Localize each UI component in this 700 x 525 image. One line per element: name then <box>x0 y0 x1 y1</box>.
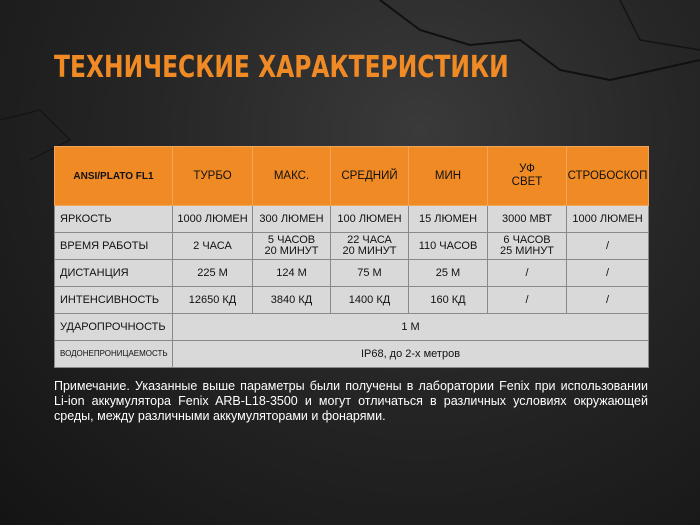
cell-intensity-min: 160 КД <box>409 287 488 314</box>
header-standard: ANSI/PLATO FL1 <box>55 147 173 206</box>
table-row <box>55 287 649 314</box>
header-uv: УФ СВЕТ <box>488 147 567 206</box>
cell-intensity-strobe: / <box>567 287 649 314</box>
cell-runtime-strobe: / <box>567 233 649 260</box>
cell-brightness-medium: 100 ЛЮМЕН <box>331 206 409 233</box>
specs-table <box>54 146 649 368</box>
header-min: МИН <box>409 147 488 206</box>
cell-intensity-max: 3840 КД <box>253 287 331 314</box>
table-row <box>55 341 649 368</box>
table-row <box>55 260 649 287</box>
cell-brightness-uv: 3000 МВТ <box>488 206 567 233</box>
row-label-intensity: ИНТЕНСИВНОСТЬ <box>55 287 173 314</box>
cell-distance-strobe: / <box>567 260 649 287</box>
table-row <box>55 314 649 341</box>
cell-brightness-turbo: 1000 ЛЮМЕН <box>173 206 253 233</box>
row-label-distance: ДИСТАНЦИЯ <box>55 260 173 287</box>
cell-intensity-uv: / <box>488 287 567 314</box>
header-max: МАКС. <box>253 147 331 206</box>
header-medium: СРЕДНИЙ <box>331 147 409 206</box>
row-label-runtime: ВРЕМЯ РАБОТЫ <box>55 233 173 260</box>
header-turbo: ТУРБО <box>173 147 253 206</box>
cell-brightness-strobe: 1000 ЛЮМЕН <box>567 206 649 233</box>
table-header-row <box>55 147 649 206</box>
page-title: ТЕХНИЧЕСКИЕ ХАРАКТЕРИСТИКИ <box>54 50 509 85</box>
cell-impact-value: 1 М <box>173 314 649 341</box>
footnote: Примечание. Указанные выше параметры были получены в лаборатории Fenix при использовании Li-ion аккумулятора Fenix ARB-L18-3500 и могут отличаться в различных условиях окружающей среды, между различными аккумуляторами и фонарями. <box>54 379 648 423</box>
table-row <box>55 206 649 233</box>
table-row <box>55 233 649 260</box>
cell-distance-turbo: 225 М <box>173 260 253 287</box>
cell-brightness-min: 15 ЛЮМЕН <box>409 206 488 233</box>
cell-distance-max: 124 М <box>253 260 331 287</box>
cell-intensity-turbo: 12650 КД <box>173 287 253 314</box>
cell-runtime-min: 110 ЧАСОВ <box>409 233 488 260</box>
cell-distance-medium: 75 М <box>331 260 409 287</box>
row-label-impact: УДАРОПРОЧНОСТЬ <box>55 314 173 341</box>
cell-intensity-medium: 1400 КД <box>331 287 409 314</box>
cell-runtime-turbo: 2 ЧАСА <box>173 233 253 260</box>
cell-waterproof-value: IP68, до 2-х метров <box>173 341 649 368</box>
cell-distance-uv: / <box>488 260 567 287</box>
cell-runtime-max: 5 ЧАСОВ 20 МИНУТ <box>253 233 331 260</box>
cell-distance-min: 25 М <box>409 260 488 287</box>
cell-runtime-uv: 6 ЧАСОВ 25 МИНУТ <box>488 233 567 260</box>
cell-runtime-medium: 22 ЧАСА 20 МИНУТ <box>331 233 409 260</box>
header-strobe: СТРОБОСКОП <box>567 147 649 206</box>
row-label-waterproof: ВОДОНЕПРОНИЦАЕМОСТЬ <box>55 341 173 368</box>
cell-brightness-max: 300 ЛЮМЕН <box>253 206 331 233</box>
row-label-brightness: ЯРКОСТЬ <box>55 206 173 233</box>
